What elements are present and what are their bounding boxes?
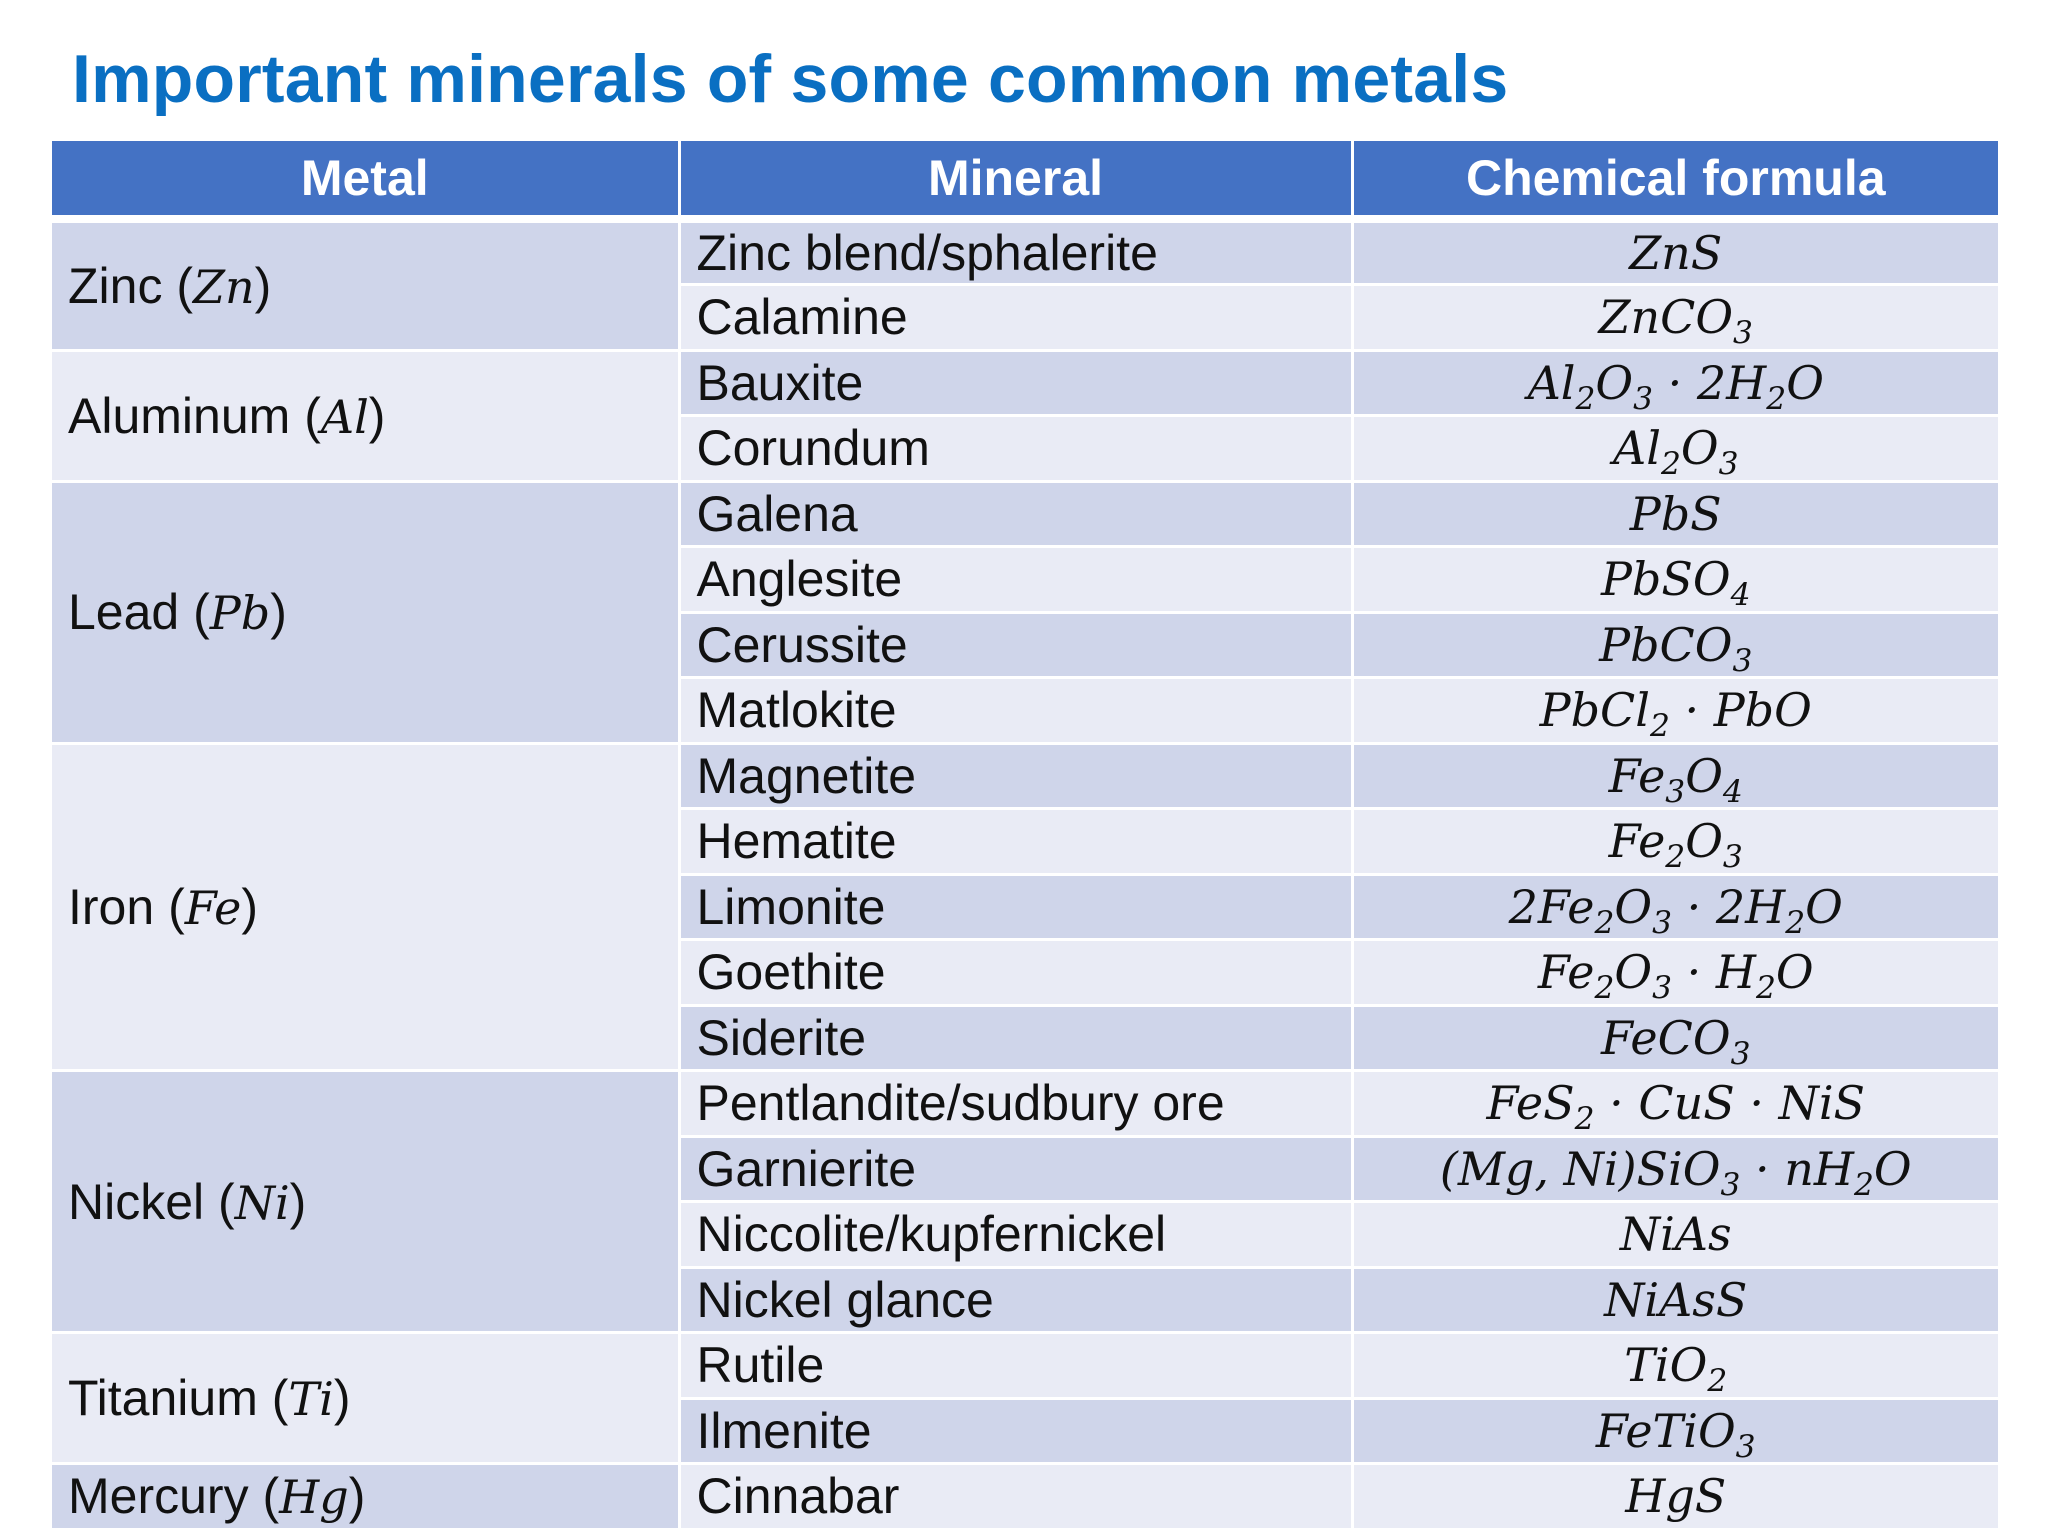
formula-subscript: 3	[1733, 315, 1753, 350]
formula-subscript: 4	[1730, 577, 1751, 612]
formula-text: · CuS · NiS	[1594, 1076, 1866, 1131]
metal-name: Mercury	[68, 1468, 249, 1525]
mineral-name: Cinnabar	[679, 1464, 1352, 1530]
mineral-name: Corundum	[679, 416, 1352, 482]
chemical-formula	[1352, 481, 1998, 547]
formula-text: 2Fe	[1508, 879, 1595, 934]
formula-subscript: 3	[1735, 1428, 1756, 1464]
formula-text: NiAs	[1619, 1207, 1732, 1262]
formula-text: Fe	[1608, 748, 1666, 803]
metal-symbol: Hg	[279, 1470, 349, 1525]
formula-text: TiO	[1624, 1338, 1708, 1393]
formula-subscript: 3	[1665, 773, 1686, 809]
formula-text: · 2H	[1653, 355, 1767, 410]
mineral-name: Rutile	[679, 1333, 1352, 1399]
formula-subscript: 2	[1756, 970, 1776, 1005]
formula-text: · nH	[1740, 1141, 1854, 1196]
formula-subscript: 2	[1707, 1363, 1728, 1398]
mineral-name: Ilmenite	[679, 1398, 1352, 1464]
formula-text: PbCO	[1599, 617, 1733, 672]
chemical-formula	[1352, 547, 1998, 613]
chemical-formula	[1352, 1333, 1998, 1399]
metal-cell: Iron (Fe)	[52, 743, 679, 1071]
formula-text: O	[1685, 748, 1723, 803]
formula-subscript: 3	[1730, 1035, 1751, 1071]
formula-text: ZnS	[1629, 226, 1723, 280]
formula-subscript: 3	[1652, 904, 1673, 940]
metal-name: Aluminum	[68, 387, 291, 444]
metal-cell: Nickel (Ni)	[52, 1071, 679, 1333]
formula-subscript: 2	[1660, 446, 1681, 481]
mineral-name: Garnierite	[679, 1136, 1352, 1202]
metal-cell: Zinc (Zn)	[52, 219, 679, 350]
mineral-name: Goethite	[679, 940, 1352, 1006]
table-row	[52, 1464, 1998, 1530]
metal-cell: Aluminum (Al)	[52, 350, 679, 481]
mineral-name: Matlokite	[679, 678, 1352, 744]
formula-subscript: 3	[1718, 446, 1739, 481]
formula-text: FeTiO	[1595, 1403, 1736, 1458]
formula-subscript: 2	[1574, 1101, 1595, 1136]
formula-subscript: 2	[1649, 708, 1670, 743]
table-row	[52, 1333, 1998, 1399]
formula-text: Fe	[1608, 814, 1666, 869]
metal-cell: Titanium (Ti)	[52, 1333, 679, 1464]
formula-text: (Mg, Ni)SiO	[1439, 1141, 1721, 1196]
mineral-name: Galena	[679, 481, 1352, 547]
formula-subscript: 3	[1722, 839, 1743, 874]
metal-symbol: Ni	[234, 1175, 290, 1230]
formula-text: HgS	[1625, 1469, 1727, 1524]
formula-subscript: 2	[1594, 904, 1615, 940]
chemical-formula	[1352, 1071, 1998, 1137]
column-header-formula: Chemical formula	[1352, 141, 1998, 219]
mineral-name: Zinc blend/sphalerite	[679, 219, 1352, 285]
formula-text: Al	[1527, 355, 1576, 410]
metal-cell: Lead (Pb)	[52, 481, 679, 743]
metal-name: Nickel	[68, 1173, 205, 1230]
formula-text: PbSO	[1600, 552, 1731, 607]
formula-subscript: 2	[1785, 904, 1806, 940]
formula-subscript: 4	[1722, 773, 1743, 809]
chemical-formula	[1352, 1398, 1998, 1464]
chemical-formula	[1352, 612, 1998, 678]
metal-symbol: Pb	[209, 586, 271, 640]
formula-text: ZnCO	[1598, 290, 1734, 345]
mineral-name: Magnetite	[679, 743, 1352, 809]
metal-symbol: Al	[320, 389, 369, 444]
mineral-name: Hematite	[679, 809, 1352, 875]
formula-subscript: 2	[1575, 380, 1596, 416]
minerals-table	[52, 141, 1998, 1531]
formula-text: O	[1595, 355, 1634, 410]
formula-subscript: 3	[1652, 970, 1673, 1005]
table-body	[52, 219, 1998, 1529]
mineral-name: Limonite	[679, 874, 1352, 940]
formula-text: O	[1614, 879, 1653, 934]
formula-text: O	[1680, 421, 1719, 476]
formula-text: O	[1786, 355, 1824, 410]
formula-subscript: 3	[1720, 1166, 1741, 1202]
mineral-name: Niccolite/kupfernickel	[679, 1202, 1352, 1268]
metal-name: Zinc	[68, 257, 163, 314]
metal-name: Titanium	[68, 1370, 258, 1426]
chemical-formula	[1352, 1005, 1998, 1071]
page-title: Important minerals of some common metals	[72, 41, 1509, 117]
chemical-formula	[1352, 940, 1998, 1006]
mineral-name: Siderite	[679, 1005, 1352, 1071]
table-row	[52, 743, 1998, 809]
chemical-formula	[1352, 809, 1998, 875]
formula-text: Al	[1613, 421, 1661, 476]
formula-text: Fe	[1537, 945, 1595, 1000]
formula-text: O	[1775, 945, 1814, 1000]
column-header-mineral: Mineral	[679, 141, 1352, 219]
column-header-metal: Metal	[52, 141, 679, 219]
formula-subscript: 2	[1665, 839, 1686, 874]
chemical-formula	[1352, 1267, 1998, 1333]
header-row	[52, 141, 1998, 219]
metal-symbol: Zn	[193, 259, 255, 314]
mineral-name: Anglesite	[679, 547, 1352, 613]
formula-subscript: 3	[1732, 642, 1753, 678]
formula-text: NiAsS	[1604, 1272, 1748, 1327]
formula-text: FeCO	[1601, 1010, 1731, 1065]
table-row	[52, 1071, 1998, 1137]
table-row	[52, 350, 1998, 416]
metal-symbol: Ti	[288, 1372, 334, 1426]
chemical-formula	[1352, 350, 1998, 416]
metal-name: Lead	[68, 584, 180, 640]
chemical-formula	[1352, 874, 1998, 940]
metal-cell: Mercury (Hg)	[52, 1464, 679, 1530]
chemical-formula	[1352, 1464, 1998, 1530]
formula-subscript: 3	[1633, 380, 1654, 416]
metal-name: Iron	[68, 878, 155, 935]
formula-text: PbS	[1629, 486, 1722, 541]
chemical-formula	[1352, 416, 1998, 482]
chemical-formula	[1352, 219, 1998, 285]
mineral-name: Pentlandite/sudbury ore	[679, 1071, 1352, 1137]
table-row	[52, 481, 1998, 547]
mineral-name: Nickel glance	[679, 1267, 1352, 1333]
formula-text: O	[1873, 1141, 1912, 1196]
formula-text: FeS	[1486, 1076, 1575, 1131]
mineral-name: Cerussite	[679, 612, 1352, 678]
formula-text: · PbO	[1669, 683, 1812, 738]
chemical-formula	[1352, 1136, 1998, 1202]
formula-text: · H	[1672, 945, 1756, 1000]
chemical-formula	[1352, 678, 1998, 744]
formula-text: PbCl	[1539, 683, 1650, 738]
metal-symbol: Fe	[184, 880, 242, 935]
formula-subscript: 2	[1766, 380, 1787, 416]
formula-text: · 2H	[1672, 879, 1786, 934]
chemical-formula	[1352, 743, 1998, 809]
formula-text: O	[1614, 945, 1653, 1000]
mineral-name: Bauxite	[679, 350, 1352, 416]
chemical-formula	[1352, 1202, 1998, 1268]
chemical-formula	[1352, 285, 1998, 351]
formula-text: O	[1805, 879, 1843, 934]
table-row	[52, 219, 1998, 285]
formula-subscript: 2	[1853, 1166, 1874, 1202]
formula-subscript: 2	[1594, 970, 1615, 1005]
mineral-name: Calamine	[679, 285, 1352, 351]
formula-text: O	[1685, 814, 1723, 869]
